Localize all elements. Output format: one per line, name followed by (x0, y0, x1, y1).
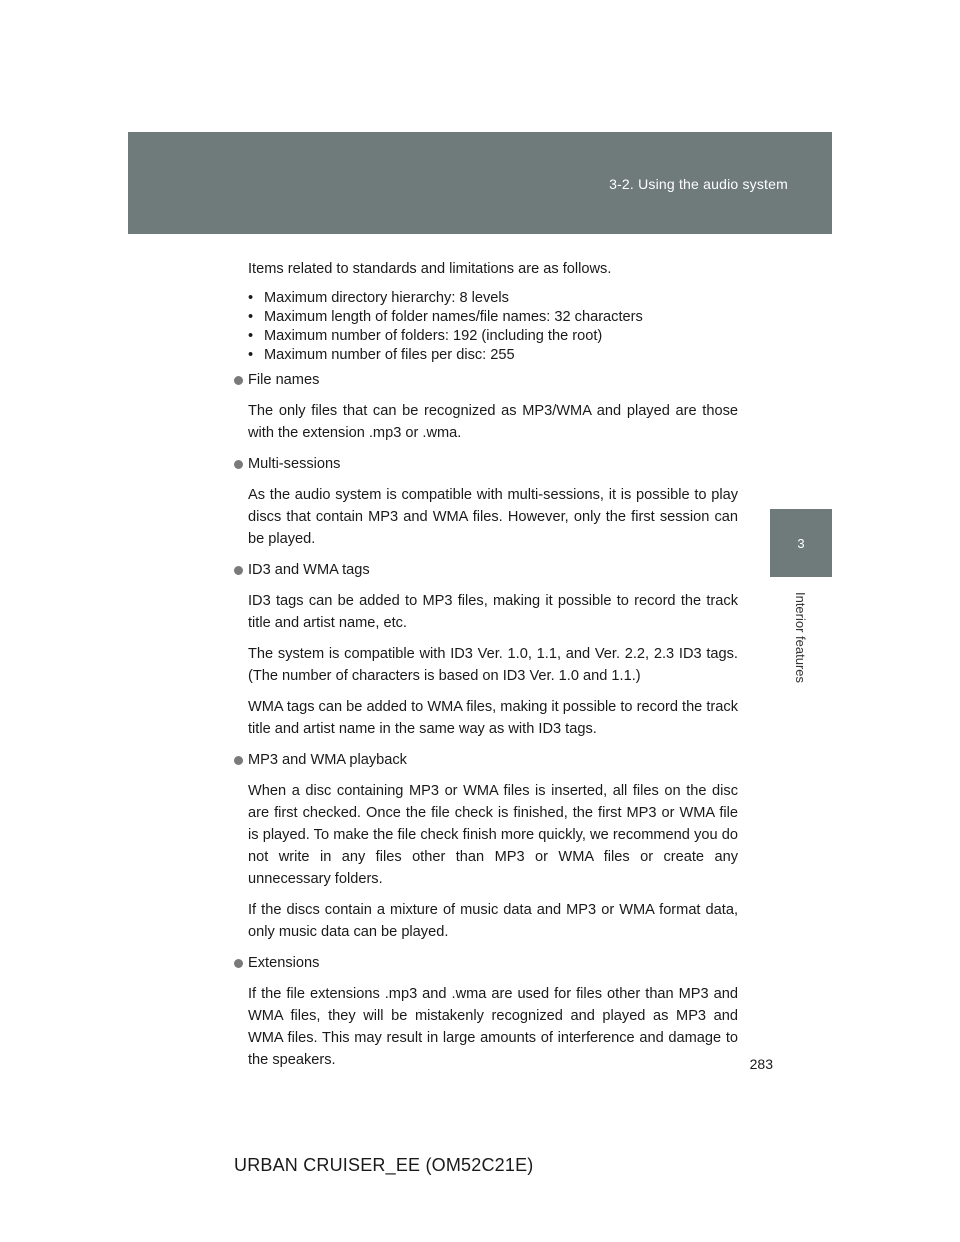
section-heading-file-names: File names (234, 369, 738, 391)
footer-model-code: URBAN CRUISER_EE (OM52C21E) (234, 1155, 534, 1175)
paragraph: When a disc containing MP3 or WMA files is inserted, all files on the disc are first checked. Once the file check is finished, the first MP3 or WMA file is played. To make the file check finish more quickly, we recommend you do not write in any files other than MP3 or WMA files or create any unnecessary folders. (248, 783, 738, 887)
intro-text: Items related to standards and limitations are as follows. (248, 261, 612, 277)
page-number: 283 (749, 1056, 773, 1072)
bullet-circle-icon (234, 460, 243, 469)
limits-list (248, 289, 738, 365)
list-item: • Maximum number of folders: 192 (including the root) (248, 328, 603, 344)
paragraph: WMA tags can be added to WMA files, making it possible to record the track title and artist name in the same way as with ID3 tags. (248, 699, 738, 737)
chapter-tab-label-text: Interior features (793, 591, 809, 683)
header-band (128, 132, 832, 234)
paragraph: If the file extensions .mp3 and .wma are used for files other than MP3 and WMA files, they will be mistakenly recognized and played as MP3 and WMA files. This may result in large amounts of interference and damage to the speakers. (248, 986, 738, 1068)
chapter-tab-number: 3 (770, 509, 832, 577)
paragraph: If the discs contain a mixture of music data and MP3 or WMA format data, only music data can be played. (248, 902, 738, 940)
list-item: • Maximum length of folder names/file names: 32 characters (248, 309, 643, 325)
list-item: • Maximum number of files per disc: 255 (248, 347, 515, 363)
section-heading-extensions: Extensions (234, 952, 738, 974)
bullet-circle-icon (234, 959, 243, 968)
section-title: 3-2. Using the audio system (609, 176, 788, 192)
paragraph: ID3 tags can be added to MP3 files, making it possible to record the track title and artist name, etc. (248, 593, 738, 631)
page-content (234, 258, 738, 1080)
section-heading-id3-wma-tags: ID3 and WMA tags (234, 559, 738, 581)
section-heading-playback: MP3 and WMA playback (234, 749, 738, 771)
bullet-circle-icon (234, 756, 243, 765)
section-heading-multi-sessions: Multi-sessions (234, 453, 738, 475)
paragraph: As the audio system is compatible with multi-sessions, it is possible to play discs that contain MP3 and WMA files. However, only the first session can be played. (248, 487, 738, 547)
paragraph: The only files that can be recognized as MP3/WMA and played are those with the extension .mp3 or .wma. (248, 403, 738, 441)
paragraph: The system is compatible with ID3 Ver. 1.0, 1.1, and Ver. 2.2, 2.3 ID3 tags. (The number of characters is based on ID3 Ver. 1.0 and 1.1.) (248, 646, 738, 684)
bullet-circle-icon (234, 376, 243, 385)
chapter-tab-label (770, 582, 832, 692)
list-item: • Maximum directory hierarchy: 8 levels (248, 290, 509, 306)
bullet-circle-icon (234, 566, 243, 575)
